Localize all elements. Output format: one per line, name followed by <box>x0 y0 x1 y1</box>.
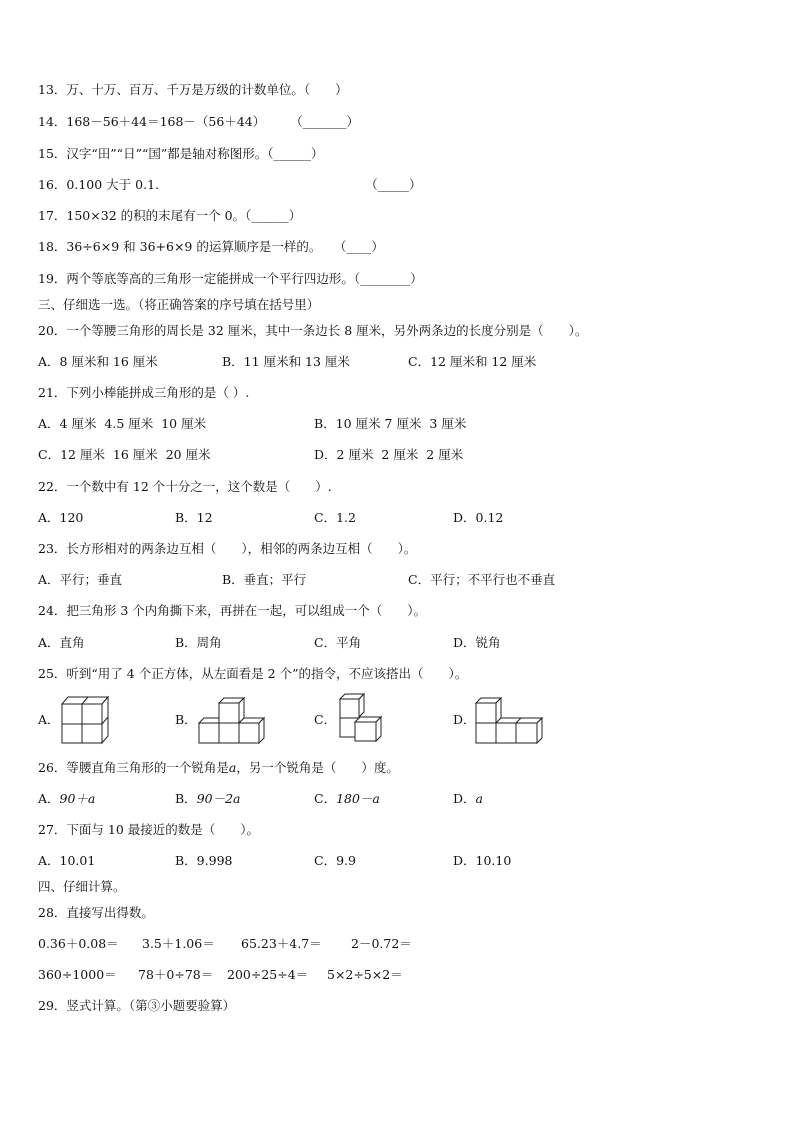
question-15: 15．汉字“田”“日”“国”都是轴对称图形。（______） <box>38 146 324 161</box>
q20-option-b: B．11 厘米和 13 厘米 <box>222 354 350 369</box>
q24-option-a: A．直角 <box>38 635 85 650</box>
q26-stem-after: ，另一个锐角是（ ）度。 <box>236 760 399 775</box>
q27-option-b: B．9.998 <box>175 853 233 868</box>
q25-label-c: C． <box>314 712 337 727</box>
q24-option-c: C．平角 <box>314 635 362 650</box>
q26-expr-d: a <box>475 791 483 806</box>
q25-figure-c <box>336 692 390 748</box>
q26-option-c <box>314 791 380 807</box>
question-21-stem: 21．下列小棒能拼成三角形的是（ ）. <box>38 385 250 400</box>
q24-option-b: B．周角 <box>175 635 222 650</box>
question-27-stem: 27．下面与 10 最接近的数是（ ）。 <box>38 822 260 837</box>
question-24-stem: 24．把三角形 3 个内角撕下来，再拼在一起，可以组成一个（ ）。 <box>38 603 427 618</box>
q26-label-d: D． <box>453 791 476 806</box>
question-29-stem: 29．竖式计算。（第③小题要验算） <box>38 998 236 1013</box>
question-16: 16．0.100 大于 0.1. （_____） <box>38 177 422 192</box>
q28-item-4: 2－0.72＝ <box>351 936 412 951</box>
question-17: 17．150×32 的积的末尾有一个 0。（______） <box>38 208 302 223</box>
q23-option-b: B．垂直；平行 <box>222 572 307 587</box>
q26-stem-variable: a <box>228 760 237 775</box>
q26-option-d <box>453 791 483 807</box>
q27-option-a: A．10.01 <box>38 853 96 868</box>
q28-item-8: 5×2÷5×2＝ <box>327 967 403 982</box>
section-3-heading: 三、仔细选一选。（将正确答案的序号填在括号里） <box>38 297 320 312</box>
q25-label-a: A． <box>38 712 60 727</box>
q21-option-a: A．4 厘米 4.5 厘米 10 厘米 <box>38 416 207 431</box>
q23-option-c: C．平行；不平行也不垂直 <box>408 572 556 587</box>
q26-label-a: A． <box>38 791 60 806</box>
q23-option-a: A．平行；垂直 <box>38 572 123 587</box>
q25-label-b: B． <box>175 712 197 727</box>
q26-label-b: B． <box>175 791 197 806</box>
q20-option-c: C．12 厘米和 12 厘米 <box>408 354 537 369</box>
question-13: 13．万、十万、百万、千万是万级的计数单位。（ ） <box>38 82 348 97</box>
q26-label-c: C． <box>314 791 337 806</box>
q24-option-d: D．锐角 <box>453 635 501 650</box>
q25-figure-b <box>197 696 267 746</box>
q26-expr-a: 90＋a <box>59 791 96 806</box>
q27-option-d: D．10.10 <box>453 853 512 868</box>
q22-option-b: B．12 <box>175 510 213 525</box>
q27-option-c: C．9.9 <box>314 853 356 868</box>
question-20-stem: 20．一个等腰三角形的周长是 32 厘米，其中一条边长 8 厘米，另外两条边的长度分别是（ ）。 <box>38 323 588 338</box>
q22-option-a: A．120 <box>38 510 84 525</box>
q25-figure-a <box>60 694 110 746</box>
question-18: 18．36÷6×9 和 36+6×9 的运算顺序是一样的。 （____） <box>38 239 384 254</box>
q21-option-b: B．10 厘米 7 厘米 3 厘米 <box>314 416 467 431</box>
q26-stem-before: 26．等腰直角三角形的一个锐角是 <box>38 760 229 775</box>
q21-option-d: D．2 厘米 2 厘米 2 厘米 <box>314 447 464 462</box>
question-25-stem: 25．听到“用了 4 个正方体，从左面看是 2 个”的指令，不应该搭出（ ）。 <box>38 666 468 681</box>
q22-option-d: D．0.12 <box>453 510 504 525</box>
question-26-stem <box>38 760 399 776</box>
question-22-stem: 22．一个数中有 12 个十分之一，这个数是（ ）. <box>38 479 332 494</box>
q21-option-c: C．12 厘米 16 厘米 20 厘米 <box>38 447 211 462</box>
q26-expr-b: 90－2a <box>196 791 241 806</box>
q28-item-6: 78＋0÷78＝ <box>138 967 214 982</box>
question-28-stem: 28．直接写出得数。 <box>38 905 154 920</box>
q26-option-a <box>38 791 95 807</box>
q26-option-b <box>175 791 241 807</box>
question-14: 14．168－56＋44＝168－（56＋44） （_______） <box>38 114 359 129</box>
q28-item-3: 65.23＋4.7＝ <box>241 936 322 951</box>
q28-item-5: 360÷1000＝ <box>38 967 117 982</box>
question-19: 19．两个等底等高的三角形一定能拼成一个平行四边形。（________） <box>38 271 423 286</box>
q28-item-1: 0.36＋0.08＝ <box>38 936 119 951</box>
q22-option-c: C．1.2 <box>314 510 356 525</box>
q28-item-2: 3.5＋1.06＝ <box>142 936 215 951</box>
q26-expr-c: 180－a <box>336 791 380 806</box>
q28-item-7: 200÷25÷4＝ <box>227 967 309 982</box>
question-23-stem: 23．长方形相对的两条边互相（ ），相邻的两条边互相（ ）。 <box>38 541 417 556</box>
q25-figure-d <box>474 696 546 746</box>
section-4-heading: 四、仔细计算。 <box>38 879 126 894</box>
q25-label-d: D． <box>453 712 476 727</box>
q20-option-a: A．8 厘米和 16 厘米 <box>38 354 158 369</box>
